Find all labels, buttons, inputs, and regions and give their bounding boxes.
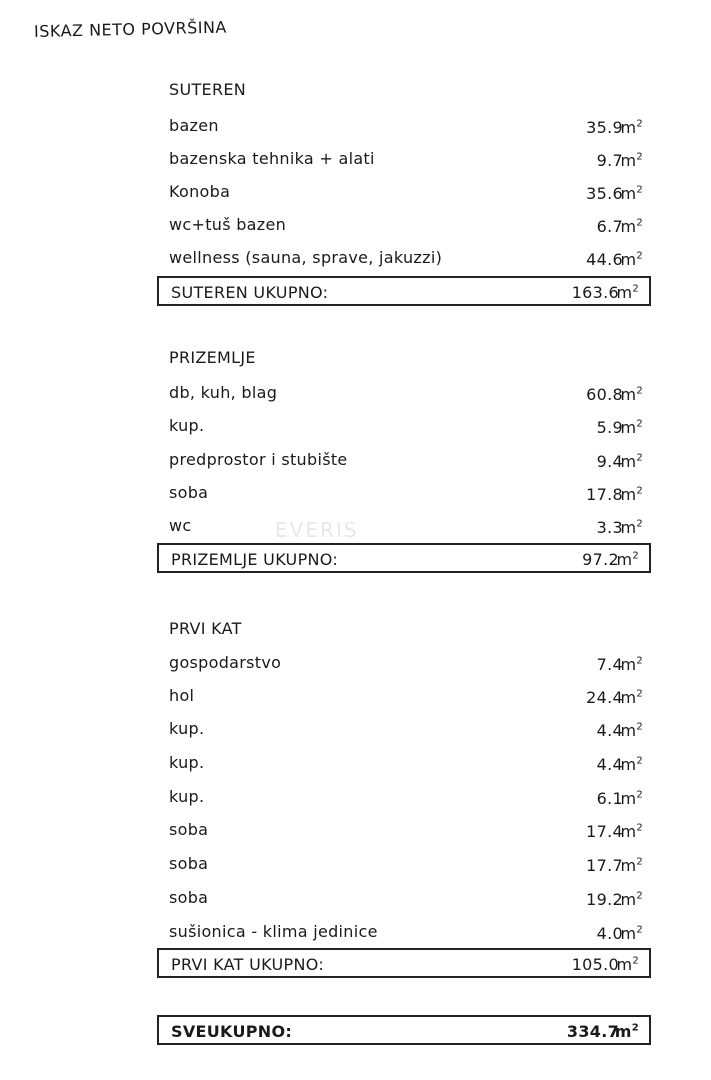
area-row xyxy=(169,149,643,173)
room-label: soba xyxy=(169,483,209,502)
area-value: 5.9 xyxy=(596,418,623,437)
area-value: 19.2 xyxy=(586,890,623,909)
area-value: 3.3 xyxy=(596,518,623,537)
room-label: predprostor i stubište xyxy=(169,450,348,469)
room-label: soba xyxy=(169,854,209,873)
subtotal-label: PRVI KAT UKUPNO: xyxy=(171,955,325,974)
area-unit: $m^2$ xyxy=(620,789,643,808)
area-unit: $m^2$ xyxy=(620,518,643,537)
area-row xyxy=(169,383,643,407)
area-row xyxy=(169,922,643,946)
subtotal-label: SUTEREN UKUPNO: xyxy=(171,283,329,302)
area-value: 9.7 xyxy=(596,151,623,170)
area-value: 44.6 xyxy=(586,250,623,269)
area-unit: $m^2$ xyxy=(620,418,643,437)
area-row xyxy=(169,116,643,140)
area-value: 4.4 xyxy=(596,755,623,774)
subtotal-box-suteren xyxy=(157,276,651,306)
area-row xyxy=(169,516,643,540)
area-row xyxy=(169,888,643,912)
area-unit: $m^2$ xyxy=(620,151,643,170)
area-unit: $m^2$ xyxy=(620,822,643,841)
area-row xyxy=(169,248,643,272)
area-value: 4.4 xyxy=(596,721,623,740)
area-row xyxy=(169,215,643,239)
area-row xyxy=(169,854,643,878)
area-value: 7.4 xyxy=(596,655,623,674)
area-unit: $m^2$ xyxy=(620,856,643,875)
area-value: 6.1 xyxy=(596,789,623,808)
area-value: 35.6 xyxy=(586,184,623,203)
area-value: 17.8 xyxy=(586,485,623,504)
area-unit: $m^2$ xyxy=(616,550,639,569)
room-label: bazen xyxy=(169,116,219,135)
watermark-logo: EVERIS xyxy=(275,518,359,542)
area-unit: $m^2$ xyxy=(620,655,643,674)
room-label: kup. xyxy=(169,719,205,738)
area-row xyxy=(169,182,643,206)
area-unit: $m^2$ xyxy=(614,1022,639,1041)
area-row xyxy=(169,787,643,811)
area-unit: $m^2$ xyxy=(620,924,643,943)
area-unit: $m^2$ xyxy=(620,217,643,236)
grand-total-value: 334.7 xyxy=(566,1022,619,1041)
room-label: kup. xyxy=(169,787,205,806)
area-unit: $m^2$ xyxy=(620,250,643,269)
area-row xyxy=(169,820,643,844)
subtotal-value: 105.0 xyxy=(571,955,619,974)
subtotal-box-prizemlje xyxy=(157,543,651,573)
area-value: 17.7 xyxy=(586,856,623,875)
area-value: 60.8 xyxy=(586,385,623,404)
section-heading-suteren: SUTEREN xyxy=(169,80,247,99)
area-unit: $m^2$ xyxy=(620,452,643,471)
subtotal-label: PRIZEMLJE UKUPNO: xyxy=(171,550,339,569)
subtotal-value: 163.6 xyxy=(571,283,619,302)
area-unit: $m^2$ xyxy=(620,890,643,909)
room-label: wc xyxy=(169,516,192,535)
area-value: 9.4 xyxy=(596,452,623,471)
grand-total-label: SVEUKUPNO: xyxy=(171,1022,293,1041)
room-label: Konoba xyxy=(169,182,231,201)
section-heading-prvi-kat: PRVI KAT xyxy=(169,619,242,638)
area-unit: $m^2$ xyxy=(620,688,643,707)
area-unit: $m^2$ xyxy=(620,184,643,203)
subtotal-box-prvi-kat xyxy=(157,948,651,978)
area-row xyxy=(169,416,643,440)
area-value: 35.9 xyxy=(586,118,623,137)
room-label: gospodarstvo xyxy=(169,653,282,672)
area-row xyxy=(169,753,643,777)
area-row xyxy=(169,686,643,710)
section-heading-prizemlje: PRIZEMLJE xyxy=(169,348,256,367)
grand-total-box xyxy=(157,1015,651,1045)
area-row xyxy=(169,450,643,474)
room-label: bazenska tehnika + alati xyxy=(169,149,375,168)
area-value: 17.4 xyxy=(586,822,623,841)
room-label: soba xyxy=(169,888,209,907)
area-row xyxy=(169,483,643,507)
area-unit: $m^2$ xyxy=(616,283,639,302)
subtotal-value: 97.2 xyxy=(582,550,619,569)
room-label: hol xyxy=(169,686,195,705)
room-label: kup. xyxy=(169,753,205,772)
document-title: ISKAZ NETO POVRŠINA xyxy=(33,17,228,41)
area-unit: $m^2$ xyxy=(620,385,643,404)
room-label: wc+tuš bazen xyxy=(169,215,287,234)
room-label: wellness (sauna, sprave, jakuzzi) xyxy=(169,248,443,267)
room-label: db, kuh, blag xyxy=(169,383,278,402)
area-value: 4.0 xyxy=(596,924,623,943)
area-row xyxy=(169,719,643,743)
area-unit: $m^2$ xyxy=(620,755,643,774)
area-unit: $m^2$ xyxy=(620,721,643,740)
area-value: 6.7 xyxy=(596,217,623,236)
area-value: 24.4 xyxy=(586,688,623,707)
room-label: sušionica - klima jedinice xyxy=(169,922,378,941)
room-label: soba xyxy=(169,820,209,839)
room-label: kup. xyxy=(169,416,205,435)
area-row xyxy=(169,653,643,677)
area-unit: $m^2$ xyxy=(620,485,643,504)
area-unit: $m^2$ xyxy=(620,118,643,137)
area-unit: $m^2$ xyxy=(616,955,639,974)
